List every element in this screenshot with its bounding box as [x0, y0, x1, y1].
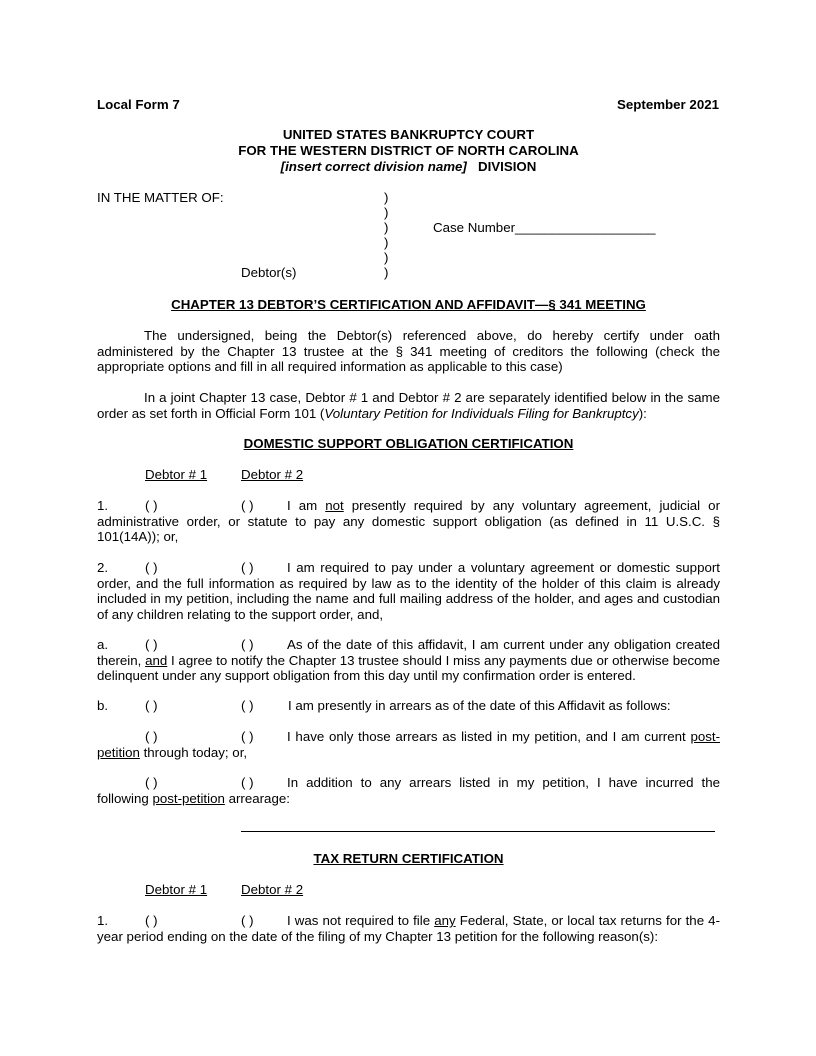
- dso-sub2-text: In addition to any arrears listed in my petition, I have incurred the following post-petition arrearage:: [97, 775, 720, 806]
- dso-item2-debtor2-checkbox[interactable]: ( ): [241, 560, 254, 575]
- caption-paren: ): [384, 265, 389, 280]
- dso-item1-debtor1-checkbox[interactable]: ( ): [145, 498, 158, 513]
- dso-sub1-text: I have only those arrears as listed in my petition, and I am current post-petition through today; or,: [97, 729, 720, 760]
- dso-itema-text: As of the date of this affidavit, I am current under any obligation created therein, and I agree to notify the Chapter 13 trustee should I miss any payments due or otherwise become delinquent under any support obligation from this day until my confirmation order is entered.: [97, 637, 721, 683]
- intro-paragraph: The undersigned, being the Debtor(s) referenced above, do hereby certify under oath administered by the Chapter 13 trustee at the § 341 meeting of creditors the following (check the appropriate options and fill in all required information as applicable to this case): [97, 328, 720, 374]
- dso-item2-number: 2.: [97, 560, 109, 575]
- debtor2-column-header: Debtor # 2: [241, 467, 304, 482]
- caption-paren: ): [384, 220, 389, 235]
- dso-sub1-debtor1-checkbox[interactable]: ( ): [145, 729, 158, 744]
- caption-paren: ): [384, 205, 389, 220]
- debtor1-column-header: Debtor # 1: [145, 467, 208, 482]
- case-number-field[interactable]: Case Number___________________: [433, 220, 656, 235]
- dso-itemb-text: I am presently in arrears as of the date of this Affidavit as follows:: [288, 698, 671, 713]
- court-district: FOR THE WESTERN DISTRICT OF NORTH CAROLINA: [238, 143, 579, 158]
- tax-heading: TAX RETURN CERTIFICATION: [313, 851, 504, 866]
- in-the-matter-label: IN THE MATTER OF:: [97, 190, 224, 205]
- dso-itemb-debtor2-checkbox[interactable]: ( ): [241, 698, 254, 713]
- caption-paren: ): [384, 235, 389, 250]
- dso-itema-debtor1-checkbox[interactable]: ( ): [145, 637, 158, 652]
- dso-sub2-debtor1-checkbox[interactable]: ( ): [145, 775, 158, 790]
- dso-item2-text: I am required to pay under a voluntary agreement or domestic support order, and the full information as required by law as to the identity of the holder of this claim is already included in my petition, including the name and full mailing address of the holder, and ages and custodian of any children relating to the support order, and,: [97, 560, 720, 622]
- court-name: UNITED STATES BANKRUPTCY COURT: [282, 127, 535, 142]
- dso-sub1-debtor2-checkbox[interactable]: ( ): [241, 729, 254, 744]
- tax-item1-debtor2-checkbox[interactable]: ( ): [241, 913, 254, 928]
- caption-paren: ): [384, 250, 389, 265]
- dso-itema-letter: a.: [97, 637, 109, 652]
- tax-item1-number: 1.: [97, 913, 109, 928]
- joint-case-paragraph: In a joint Chapter 13 case, Debtor # 1 and Debtor # 2 are separately identified below in the same order as set forth in Official Form 101 (Voluntary Petition for Individuals Filing for Bankruptcy):: [97, 390, 720, 421]
- tax-debtor1-column-header: Debtor # 1: [145, 882, 208, 897]
- tax-debtor2-column-header: Debtor # 2: [241, 882, 304, 897]
- caption-paren: ): [384, 190, 389, 205]
- division-word: DIVISION: [477, 159, 537, 174]
- dso-itemb-letter: b.: [97, 698, 109, 713]
- form-date: September 2021: [617, 97, 719, 112]
- dso-item1-text: I am not presently required by any voluntary agreement, judicial or administrative order, or statute to pay any domestic support obligation (as defined in 11 U.S.C. § 101(14A)); or,: [97, 498, 720, 544]
- arrearage-fill-line[interactable]: [241, 831, 715, 832]
- dso-item1-debtor2-checkbox[interactable]: ( ): [241, 498, 254, 513]
- debtor-label: Debtor(s): [241, 265, 297, 280]
- dso-item2-debtor1-checkbox[interactable]: ( ): [145, 560, 158, 575]
- court-division: [97, 159, 720, 175]
- dso-itemb-debtor1-checkbox[interactable]: ( ): [145, 698, 158, 713]
- dso-heading: DOMESTIC SUPPORT OBLIGATION CERTIFICATION: [243, 436, 574, 451]
- tax-item1-text: I was not required to file any Federal, State, or local tax returns for the 4-year period ending on the date of the filing of my Chapter 13 petition for the following reason(s):: [97, 913, 720, 944]
- division-placeholder: [insert correct division name]: [280, 159, 467, 174]
- dso-sub2-debtor2-checkbox[interactable]: ( ): [241, 775, 254, 790]
- document-title: CHAPTER 13 DEBTOR’S CERTIFICATION AND AFFIDAVIT—§ 341 MEETING: [171, 297, 646, 312]
- dso-itema-debtor2-checkbox[interactable]: ( ): [241, 637, 254, 652]
- dso-item1-number: 1.: [97, 498, 109, 513]
- tax-item1-debtor1-checkbox[interactable]: ( ): [145, 913, 158, 928]
- form-name: Local Form 7: [97, 97, 180, 112]
